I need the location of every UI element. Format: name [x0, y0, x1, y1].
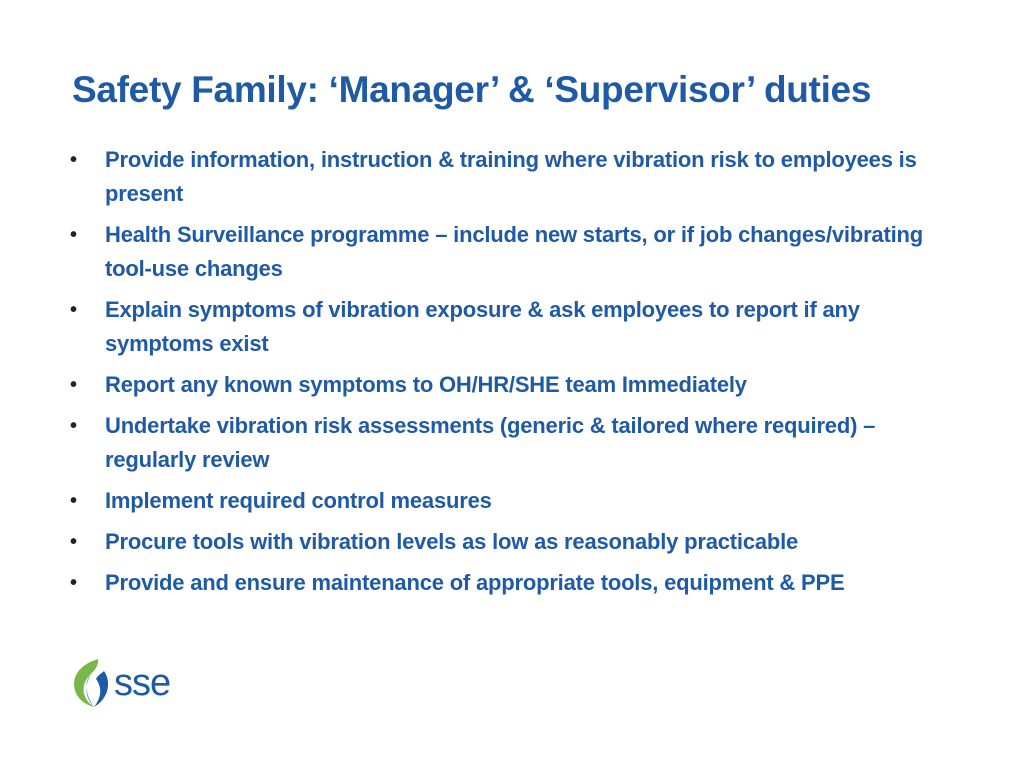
- bullet-dot-icon: •: [70, 572, 77, 594]
- bullet-text: Procure tools with vibration levels as low as reasonably practicable: [105, 529, 799, 554]
- bullet-item: [68, 368, 968, 402]
- bullet-text: Report any known symptoms to OH/HR/SHE team Immediately: [105, 372, 747, 397]
- bullet-text: Undertake vibration risk assessments (generic & tailored where required) – regularly review: [105, 413, 876, 472]
- bullet-text: Health Surveillance programme – include new starts, or if job changes/vibrating tool-use changes: [105, 222, 923, 281]
- sse-logo-text: sse: [114, 662, 171, 704]
- bullet-dot-icon: •: [70, 415, 77, 437]
- bullet-item: [68, 143, 968, 211]
- slide-title: Safety Family: ‘Manager’ & ‘Supervisor’ duties: [72, 69, 872, 110]
- bullet-item: [68, 409, 968, 477]
- bullet-item: [68, 484, 968, 518]
- bullet-item: [68, 218, 968, 286]
- bullet-dot-icon: •: [70, 531, 77, 553]
- bullet-text: Provide and ensure maintenance of appropriate tools, equipment & PPE: [105, 570, 845, 595]
- sse-logo: [68, 655, 188, 711]
- bullet-dot-icon: •: [70, 490, 77, 512]
- bullet-text: Explain symptoms of vibration exposure & ask employees to report if any symptoms exist: [105, 297, 860, 356]
- bullet-item: [68, 525, 968, 559]
- bullet-dot-icon: •: [70, 299, 77, 321]
- bullet-dot-icon: •: [70, 149, 77, 171]
- bullet-item: [68, 293, 968, 361]
- bullet-text: Implement required control measures: [105, 488, 492, 513]
- sse-swirl-logo-icon: [68, 657, 112, 709]
- duties-bullet-list: [68, 143, 968, 607]
- bullet-dot-icon: •: [70, 224, 77, 246]
- bullet-text: Provide information, instruction & training where vibration risk to employees is present: [105, 147, 917, 206]
- bullet-item: [68, 566, 968, 600]
- bullet-dot-icon: •: [70, 374, 77, 396]
